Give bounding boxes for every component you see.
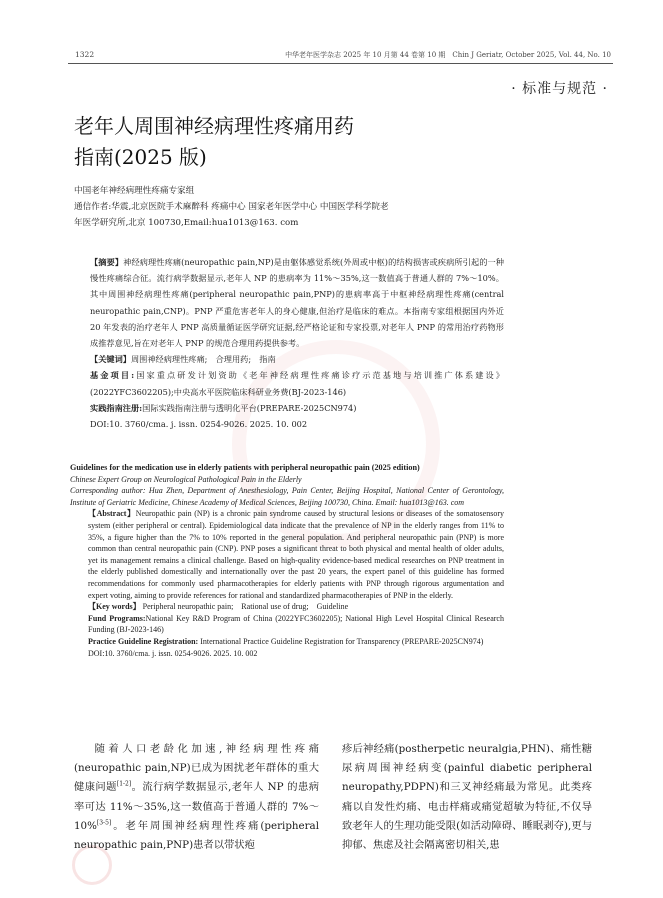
body-text-a: 随着人口老龄化加速,神经病理性疼痛(neuropathic pain,NP)已成为困扰老年群体的重大健康问题 (74, 743, 319, 794)
fund-en-value: National Key R&D Program of China (2022YFC3602205); National High Level Hospital Clinical Research Funding (BJ-2023-146) (88, 613, 504, 635)
keywords-cn-label: 【关键词】 (90, 354, 131, 365)
corresponding-author-2: 年医学研究所,北京 100730,Email:hua1013@163. com (74, 218, 299, 228)
registration-cn-label: 实践指南注册: (90, 402, 143, 413)
registration-cn (74, 400, 504, 416)
keywords-en-label: 【Key words】 (88, 602, 141, 612)
registration-en-label: Practice Guideline Registration: (88, 636, 199, 646)
fund-en (70, 613, 504, 636)
doi-cn: DOI:10. 3760/cma. j. issn. 0254-9026. 2025. 10. 002 (90, 419, 308, 430)
keywords-en (70, 601, 504, 613)
registration-cn-value: 国际实践指南注册与透明化平台(PREPARE-2025CN974) (142, 402, 357, 413)
body-paragraph (74, 740, 319, 855)
doi-en: DOI:10. 3760/cma. j. issn. 0254-9026. 2025. 10. 002 (88, 648, 258, 658)
abstract-cn-text (74, 254, 504, 351)
author-group-en: Chinese Expert Group on Neurological Pathological Pain in the Elderly (70, 474, 302, 484)
fund-cn-value: 国家重点研发计划资助《老年神经病理性疼痛诊疗示范基地与培训推广体系建设》(2022YFC3602205);中央高水平医院临床科研业务费(BJ-2023-146) (90, 370, 504, 397)
fund-en-label: Fund Programs: (88, 613, 146, 623)
registration-en (70, 636, 504, 648)
article-title (74, 111, 354, 173)
keywords-en-value: Peripheral neuropathic pain; Rational use of drug; Guideline (142, 602, 349, 612)
fund-cn (74, 367, 504, 399)
author-group: 中国老年神经病理性疼痛专家组 (74, 186, 195, 196)
registration-en-value: International Practice Guideline Registration for Transparency (PREPARE-2025CN974) (200, 636, 484, 646)
abstract-en-text (70, 508, 504, 601)
journal-header: 中华老年医学杂志 2025 年 10 月第 44 卷第 10 期 Chin J Geriatr, October 2025, Vol. 44, No. 10 (285, 51, 611, 59)
title-en: Guidelines for the medication use in elderly patients with peripheral neuropathic pain (2025 edition) (70, 463, 420, 472)
citation-2[interactable]: [3-5] (96, 819, 112, 827)
abstract-en-label: 【Abstract】 (88, 509, 136, 519)
citation-1[interactable]: [1-2] (116, 780, 132, 788)
keywords-cn (74, 351, 504, 367)
fund-cn-label: 基金项目: (90, 370, 135, 381)
corresponding-author-en: Corresponding author: Hua Zhen, Department of Anesthesiology, Pain Center, Beijing Hospital, National Center of Gerontology, Institute of Geriatric Medicine, Chinese Academy of Medical Sciences, Beijing 100730, China. Email: hua1013@163. com (70, 486, 504, 507)
abstract-cn (74, 254, 504, 432)
corresponding-author-1: 通信作者:华震,北京医院手术麻醉科 疼痛中心 国家老年医学中心 中国医学科学院老 (74, 202, 389, 212)
section-label: · 标准与规范 · (511, 81, 608, 97)
body-text-b: 。流行病学数据显示,老年人 NP 的患病率可达 11%～35%,这一数值高于普通人群的 7%～10% (74, 781, 319, 832)
author-block (74, 183, 514, 231)
abstract-en-body: Neuropathic pain (NP) is a chronic pain syndrome caused by structural lesions or diseases of the somatosensory system (either peripheral or central). Epidemiological data indicate that the prevalence of NP in the elderly ranges from 11% to 35%, a figure higher than the 7% to 10% reported in the general population. And peripheral neuropathic pain (PNP) is more common than central neuropathic pain (CNP). PNP poses a significant threat to both physical and mental health of older adults, yet its management remains a clinical challenge. Based on high-quality evidence-based medical researches on PNP treatment in the elderly published domestically and internationally over the past 20 years, the expert panel of this guideline has formed recommendations for commonly used pharmacotherapies for elderly patients with PNP through rigorous argumentation and expert voting, aiming to provide references for rational and standardized pharmacotherapies of PNP in the elderly. (88, 509, 504, 600)
abstract-cn-body: 神经病理性疼痛(neuropathic pain,NP)是由躯体感觉系统(外周或中枢)的结构损害或疾病所引起的一种慢性疼痛综合征。流行病学数据显示,老年人 NP 的患病率为 11%～35%,这一数值高于普通人群的 7%～10%。其中周围神经病理性疼痛(peripheral neuropathic pain,PNP)的患病率高于中枢神经病理性疼痛(central neuropathic pain,CNP)。PNP 严重危害老年人的身心健康,但治疗是临床的难点。本指南专家组根据国内外近 20 年发表的治疗老年人 PNP 高质量循证医学研究证据,经严格论证和专家投票,对老年人 PNP 的常用治疗药物形成推荐意见,旨在对老年人 PNP 的规范合理用药提供参考。 (90, 257, 504, 349)
abstract-cn-label: 【摘要】 (90, 257, 124, 267)
body-column-left (74, 740, 319, 855)
body-text-c: 。老年周围神经病理性疼痛(peripheral neuropathic pain,PNP)患者以带状疱 (74, 819, 319, 852)
body-column-right (342, 740, 592, 855)
page-number: 1322 (75, 50, 95, 59)
abstract-en (70, 462, 504, 659)
keywords-cn-value: 周围神经病理性疼痛; 合理用药; 指南 (130, 354, 276, 365)
title-line-1: 老年人周围神经病理性疼痛用药 (74, 114, 354, 138)
header-rule (68, 63, 613, 64)
body-paragraph-right: 疹后神经痛(postherpetic neuralgia,PHN)、痛性糖尿病周围神经病变(painful diabetic peripheral neuropathy,PDPN)和三叉神经痛最为常见。此类疼痛以自发性灼痛、电击样痛或痛觉超敏为特征,不仅导致老年人的生理功能受限(如活动障碍、睡眠剥夺),更与抑郁、焦虑及社会隔离密切相关,患 (342, 743, 592, 852)
title-line-2: 指南(2025 版) (74, 145, 207, 169)
